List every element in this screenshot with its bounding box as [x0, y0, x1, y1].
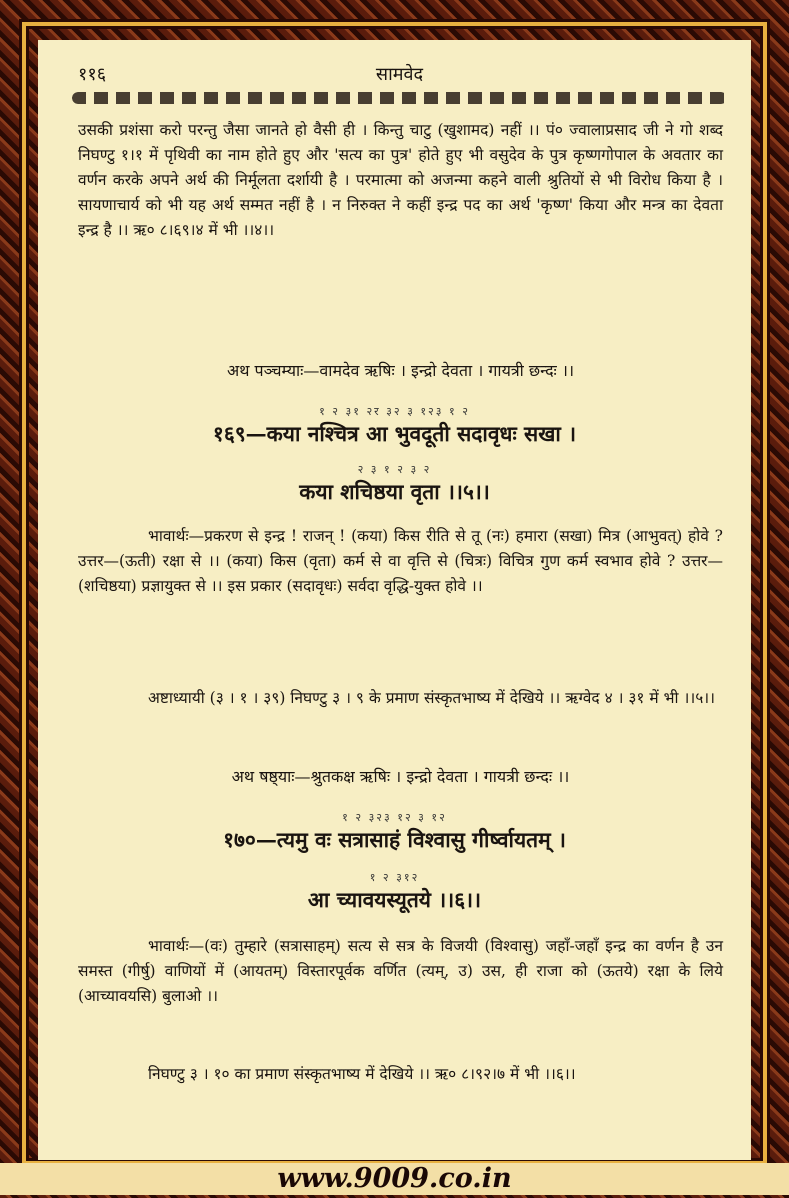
- website-footer: [0, 1163, 789, 1195]
- paragraph-text: उसकी प्रशंसा करो परन्तु जैसा जानते हो वैसी ही । किन्तु चाटु (खुशामद) नहीं ।। पं० ज्वालाप्रसाद जी ने गो शब्द निघण्टु १।१ में पृथिवी का नाम होते हुए और 'सत्य का पुत्र' होते हुए भी वसुदेव के पुत्र कृष्णगोपाल के अवतार का वर्णन करके अपने अर्थ की निर्मूलता दर्शायी है । परमात्मा को अजन्मा कहने वाली श्रुतियों से भी विरोध किया है । सायणाचार्य को भी यह अर्थ सम्मत नहीं है । न निरुक्त ने कहीं इन्द्र पद का अर्थ 'कृष्ण' किया और मन्त्र का देवता इन्द्र है ।। ऋ० ८।६९।४ में भी ।।४।।: [78, 121, 723, 239]
- paragraph-text: भावार्थः—(वः) तुम्हारे (सत्रासाहम्) सत्य से सत्र के विजयी (विश्वासु) जहाँ-जहाँ इन्द्र का वर्णन है उन समस्त (गीर्षु) वाणियों में (आयतम्) विस्तारपूर्वक वर्णित (त्यम्, उ) उस, ही राजा को (ऊतये) रक्षा के लिये (आच्यावयसि) बुलाओ ।।: [78, 937, 723, 1005]
- intro-text: अथ पञ्चम्याः—वामदेव ऋषिः । इन्द्रो देवता । गायत्री छन्दः ।।: [226, 361, 575, 380]
- paragraph-reference-5: [78, 686, 723, 711]
- page-title: सामवेद: [375, 64, 424, 85]
- mantra-intro-6: [78, 764, 723, 789]
- book-page: [38, 40, 751, 1160]
- accent-marks: १ २ ३१ २र ३२ ३ १२३ १ २: [319, 405, 470, 418]
- paragraph-commentary: [78, 118, 723, 243]
- paragraph-bhavarth-5: [78, 524, 723, 599]
- mantra-170-line2: आ च्यावयस्यूतये ।।६।।: [307, 887, 482, 912]
- accent-marks: १ २ ३२३ १२ ३ १२: [342, 811, 447, 824]
- page-number: ११६: [78, 64, 107, 85]
- accent-marks: २ ३ १ २ ३ २: [357, 463, 432, 476]
- header-divider: [72, 92, 727, 104]
- website-url[interactable]: www.9009.co.in: [277, 1163, 512, 1194]
- paragraph-reference-6: [78, 1062, 723, 1087]
- paragraph-text: अष्टाध्यायी (३ । १ । ३९) निघण्टु ३ । ९ के प्रमाण संस्कृतभाष्य में देखिये ।। ऋग्वेद ४ । ३१ में भी ।।५।।: [148, 689, 716, 707]
- paragraph-text: निघण्टु ३ । १० का प्रमाण संस्कृतभाष्य में देखिये ।। ऋ० ८।९२।७ में भी ।।६।।: [148, 1065, 576, 1083]
- mantra-169-line2: कया शचिष्ठया वृता ।।५।।: [299, 479, 490, 504]
- paragraph-text: भावार्थः—प्रकरण से इन्द्र ! राजन् ! (कया) किस रीति से तू (नः) हमारा (सखा) मित्र (आभुवत्) होवे ? उत्तर—(ऊती) रक्षा से ।। (कया) किस (वृता) कर्म से वा वृत्ति से (चित्रः) विचित्र गुण कर्म स्वभाव होवे ? उत्तर—(शचिष्ठया) प्रज्ञायुक्त से ।। इस प्रकार (सदावृधः) सर्वदा वृद्धि-युक्त होवे ।।: [78, 527, 723, 595]
- accent-marks: १ २ ३१२: [369, 871, 420, 884]
- intro-text: अथ षष्ठ्याः—श्रुतकक्ष ऋषिः । इन्द्रो देवता । गायत्री छन्दः ।।: [231, 767, 570, 786]
- paragraph-bhavarth-6: [78, 934, 723, 1009]
- mantra-170-line1: १७०—त्यमु वः सत्रासाहं विश्वासु गीर्ष्वायतम् ।: [223, 827, 566, 852]
- mantra-169-line1: १६९—कया नश्चित्र आ भुवदूती सदावृधः सखा ।: [212, 421, 577, 446]
- mantra-intro-5: [78, 358, 723, 383]
- page-header: [78, 62, 721, 88]
